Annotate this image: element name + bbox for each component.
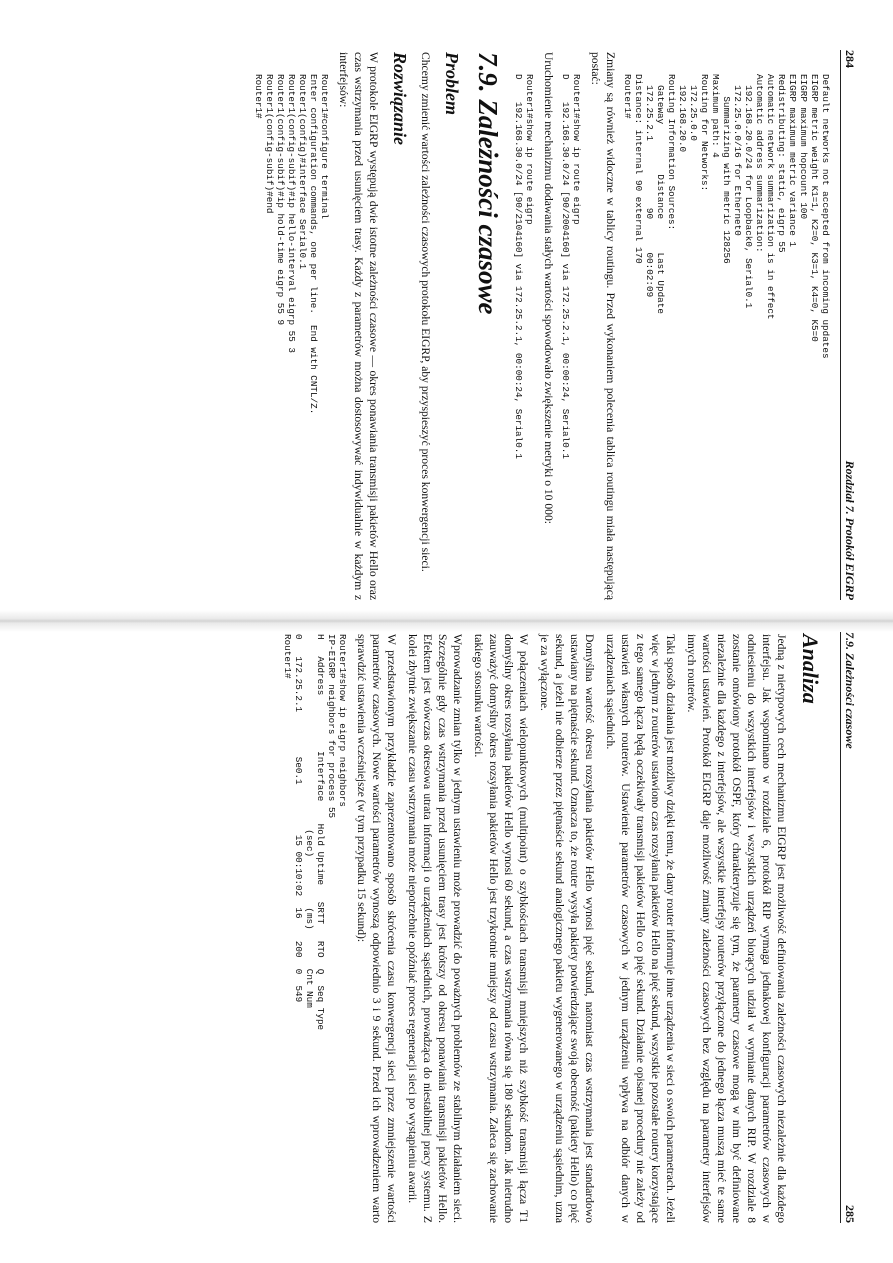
paragraph: Chcemy zmienić wartości zależności czasowych protokołu EIGRP, aby przyspieszyć proces konwergencji sieci. bbox=[419, 52, 432, 572]
subsection-title: Rozwiązanie bbox=[390, 52, 410, 146]
paragraph: W połączeniach wielopunktowych (multipoint) o szybkościach transmisji mniejszych niż szybkość transmisji łącza T1 domyślny okres rozsyłania pakietów Hello wynosi 60 sekund, a czas wstrzymania równa się 180 sekundom. Jak nietrudno zauważyć domyślny okres rozsyłania pakietów Hello jest trzykrotnie mniejszy od czasu wstrzymania. Zaleca się zachowanie takiego stosunku wartości. bbox=[472, 634, 530, 1223]
paragraph: W przedstawionym przykładzie zaprezentowano sposób skrócenia czasu konwergencji sieci przez zmniejszenie wartości parametrów czasowych. Nowe wartości parametrów wynoszą odpowiednio 3 i 9 sekund. Przed ich wprowadzeniem warto sprawdzić ustawienia wcześniejsze (w tym przypadku 15 sekund): bbox=[355, 634, 398, 1223]
section-title: 7.9. Zależności czasowe bbox=[473, 52, 503, 315]
paragraph: Zmiany są również widoczne w tablicy routingu. Przed wykonaniem polecenia tablica routingu miała następującą postać: bbox=[589, 52, 617, 600]
code-block: Router1#show ip route eigrp D 192.168.30.0/24 [90/2104160] via 172.25.2.1, 00:00:24, Serial0.1 bbox=[513, 74, 535, 459]
page-number: 284 bbox=[843, 50, 857, 68]
code-block: Router1#configure terminal Enter configuration commands, one per line. End with CNTL/Z. Router1(config)#interface Serial0.1 Router1(config-subif)#ip hello-interval eigrp 55 3 Router1(config-subif)#ip hold-time eigrp 55 9 Router1(config-subif)#end Router1# bbox=[253, 74, 330, 415]
subsection-title: Analiza bbox=[798, 634, 823, 704]
page-header bbox=[840, 50, 857, 600]
right-page bbox=[0, 620, 893, 1263]
code-block: Router1#show ip route eigrp D 192.168.30.0/24 [90/2004160] via 172.25.2.1, 00:00:24, Serial0.1 bbox=[560, 74, 582, 459]
running-title: 7.9. Zależności czasowe bbox=[843, 632, 857, 749]
paragraph: Jedną z nietypowych cech mechanizmu EIGRP jest możliwość definiowania zależności czasowych niezależnie dla każdego interfejsu. Jak wspominano w rozdziale 6, protokół RIP wymaga jednakowej konfiguracji parametrów czasowych w odniesieniu do wszystkich interfejsów i wszystkich urządzeń biorących udział w wymianie danych RIP. W rozdziale 8 zostanie omówiony protokół OSPF, który charakteryzuje się tym, że parametry czasowe mogą w nim być definiowane niezależnie dla każdego z interfejsów, ale wszystkie interfejsy routerów przyłączone do jednego łącza muszą mieć te same wartości ustawień. Protokół EIGRP daje możliwość zmiany zależności czasowych bez względu na parametry interfejsów innych routerów. bbox=[685, 634, 788, 1223]
paragraph: Uruchomienie mechanizmu dodawania stałych wartości spowodowało zwiększenie metryki o 10 000: bbox=[542, 52, 555, 524]
paragraph: Wprowadzanie zmian tylko w jednym ustawieniu może prowadzić do poważnych problemów ze stabilnym działaniem sieci. Szczególnie gdy czas wstrzymania przed usunięciem trasy jest krótszy od okresu ponawiania transmisji pakietów Hello. Efektem jest wówczas okresowa utrata informacji o urządzeniach sąsiednich, prowadząca do niestabilnej pracy systemu. Z kolei zbytnie zwiększanie czasu wstrzymania może niepotrzebnie opóźniać proces regeneracji sieci po wystąpieniu awarii. bbox=[406, 634, 464, 1223]
page-header bbox=[840, 632, 857, 1223]
code-block: Router1#show ip eigrp neighbors IP-EIGRP neighbors for process 55 H Address Interface Hold Uptime SRTT RTO Q Seq Type (sec) (ms) Cnt Num 0 172.25.2.1 Se0.1 15 00:10:02 16 200 0 549 Router1# bbox=[282, 634, 348, 1031]
running-title: Rozdział 7. Protokół EIGRP bbox=[843, 460, 857, 600]
page-number: 285 bbox=[843, 1205, 857, 1223]
left-page bbox=[0, 0, 893, 620]
paragraph: Taki sposób działania jest możliwy dzięki temu, że dany router informuje inne urządzenia w sieci o swoich parametrach. Jeżeli więc w jednym z routerów ustawiono czas rozsyłania pakietów Hello na pięć sekund, wszystkie pozostałe routery korzystające z tego samego łącza będą oczekiwały transmisji pakietów Hello co pięć sekund. Działanie opisanej procedury nie zależy od ustawień własnych routerów. Ustawienie parametrów czasowych w jednym urządzeniu wpływa na odbiór danych w urządzeniach sąsiednich. bbox=[604, 634, 677, 1223]
paragraph: W protokole EIGRP występują dwie istotne zależności czasowe — okres ponawiania transmisji pakietów Hello oraz czas wstrzymania przed usunięciem trasy. Każdy z parametrów można dostosowywać indywidualnie w każdym z interfejsów: bbox=[337, 52, 380, 600]
subsection-title: Problem bbox=[442, 52, 462, 115]
paragraph: Domyślna wartość okresu rozsyłania pakietów Hello wynosi pięć sekund, natomiast czas wstrzymania jest standardowo ustawiany na piętnaście sekund. Oznacza to, że router wysyła pakiety potwierdzające swoją obecność (pakiety Hello) co pięć sekund, a jeżeli nie odbierze przez piętnaście sekund analogicznego pakietu wygenerowanego w urządzeniu sąsiednim, uzna je za wyłączone. bbox=[538, 634, 596, 1223]
code-block: Default networks not accepted from incoming updates EIGRP metric weight K1=1, K2=0, K3=1, K4=0, K5=0 EIGRP maximum hopcount 100 EIGRP maximum metric variance 1 Redistributing: static, eigrp 55 Automatic network summarization is in effect Automatic address summarization: 192.168.20.0/24 for Loopback0, Serial0.1 172.25.0.0/16 for Ethernet0 Summarizing with metric 128256 Maximum path: 4 Routing for Networks: 172.25.0.0 192.168.20.0 Routing Information Sources: Gateway Distance Last Update 172.25.2.1 90 00:02:09 Distance: internal 90 external 170 Router1# bbox=[622, 74, 831, 359]
